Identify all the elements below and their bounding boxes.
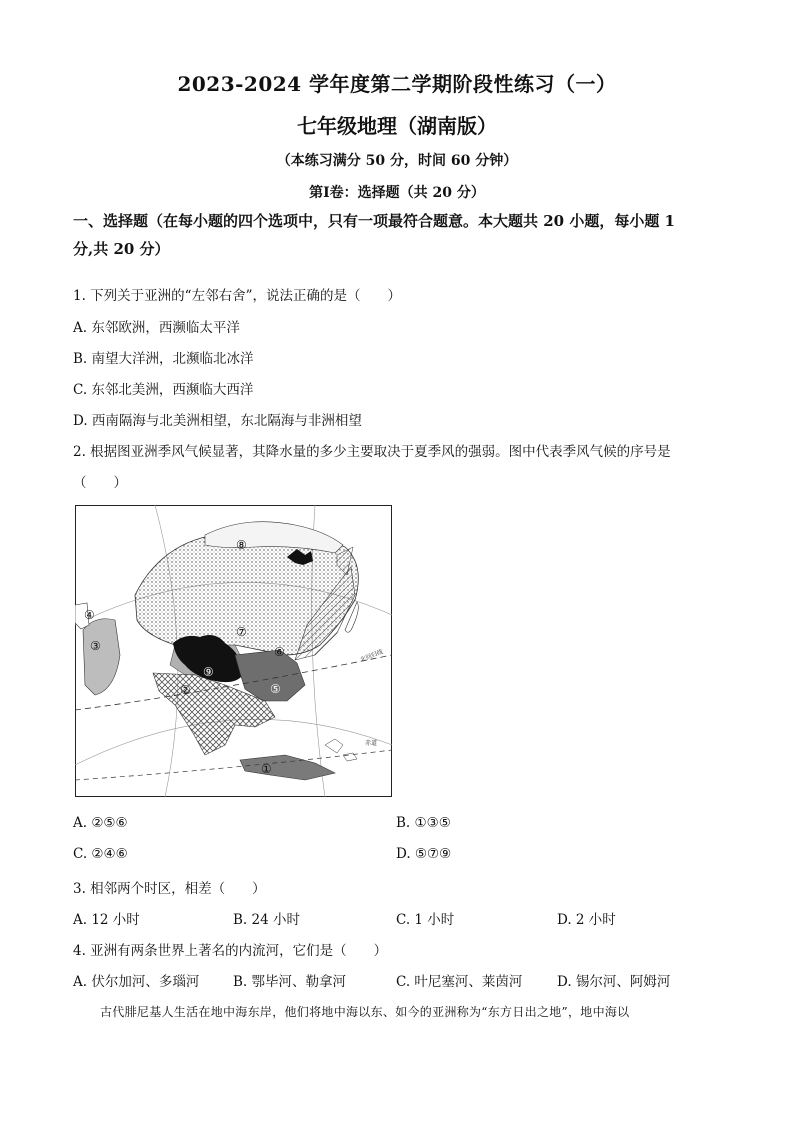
question-2-option-c[interactable]: C. ②④⑥ xyxy=(73,846,128,862)
question-2-option-a[interactable]: A. ②⑤⑥ xyxy=(73,815,128,831)
question-1-stem: 1. 下列关于亚洲的“左邻右舍”，说法正确的是（ ） xyxy=(73,288,401,304)
map-label-2: ② xyxy=(180,683,191,697)
question-2-option-b[interactable]: B. ①③⑤ xyxy=(396,815,451,831)
question-3-option-d[interactable]: D. 2 小时 xyxy=(557,912,616,928)
map-label-3: ③ xyxy=(90,639,101,653)
question-4-option-b[interactable]: B. 鄂毕河、勒拿河 xyxy=(233,974,347,990)
section-heading xyxy=(73,207,733,263)
map-label-6: ⑥ xyxy=(274,645,285,659)
map-label-1: ① xyxy=(261,762,272,776)
map-label-5: ⑤ xyxy=(270,682,281,696)
question-4-option-c[interactable]: C. 叶尼塞河、莱茵河 xyxy=(396,974,523,990)
question-2-stem: 2. 根据图亚洲季风气候显著，其降水量的多少主要取决于夏季风的强弱。图中代表季风气候的序号是 xyxy=(73,444,671,460)
question-4-stem: 4. 亚洲有两条世界上著名的内流河，它们是（ ） xyxy=(73,943,388,959)
question-1-option-b[interactable]: B. 南望大洋洲，北濒临北冰洋 xyxy=(73,351,254,367)
map-label-4: ④ xyxy=(84,608,95,622)
part-heading: 第Ⅰ卷：选择题（共 20 分） xyxy=(309,185,485,201)
equator-label: 赤道 xyxy=(365,740,378,747)
map-label-8: ⑧ xyxy=(236,538,247,552)
question-4-option-d[interactable]: D. 锡尔河、阿姆河 xyxy=(557,974,671,990)
asia-climate-map xyxy=(75,505,392,797)
question-4-option-a[interactable]: A. 伏尔加河、多瑙河 xyxy=(73,974,200,990)
question-2-stem-cont: （ ） xyxy=(73,475,127,491)
section-line-1: 一、选择题（在每小题的四个选项中，只有一项最符合题意。本大题共 20 小题，每小题 1 xyxy=(73,212,675,230)
exam-title: 2023-2024 学年度第二学期阶段性练习（一） xyxy=(177,72,617,96)
exam-subject: 七年级地理（湖南版） xyxy=(297,114,497,138)
question-1-option-d[interactable]: D. 西南隔海与北美洲相望，东北隔海与非洲相望 xyxy=(73,413,362,429)
question-2-option-d[interactable]: D. ⑤⑦⑨ xyxy=(396,846,452,862)
question-3-stem: 3. 相邻两个时区，相差（ ） xyxy=(73,881,266,897)
question-1-option-a[interactable]: A. 东邻欧洲，西濒临太平洋 xyxy=(73,320,240,336)
tropic-label: 北回归线 xyxy=(359,648,385,664)
map-label-7: ⑦ xyxy=(236,625,247,639)
question-3-option-b[interactable]: B. 24 小时 xyxy=(233,912,300,928)
section-line-2: 分,共 20 分） xyxy=(73,240,170,258)
question-3-option-c[interactable]: C. 1 小时 xyxy=(396,912,455,928)
question-3-option-a[interactable]: A. 12 小时 xyxy=(73,912,140,928)
map-label-9: ⑨ xyxy=(203,665,214,679)
question-1-option-c[interactable]: C. 东邻北美洲，西濒临大西洋 xyxy=(73,382,254,398)
exam-note: （本练习满分 50 分，时间 60 分钟） xyxy=(276,153,518,169)
reading-passage-line: 古代腓尼基人生活在地中海东岸，他们将地中海以东、如今的亚洲称为“东方日出之地”，地中海以 xyxy=(100,1005,630,1019)
